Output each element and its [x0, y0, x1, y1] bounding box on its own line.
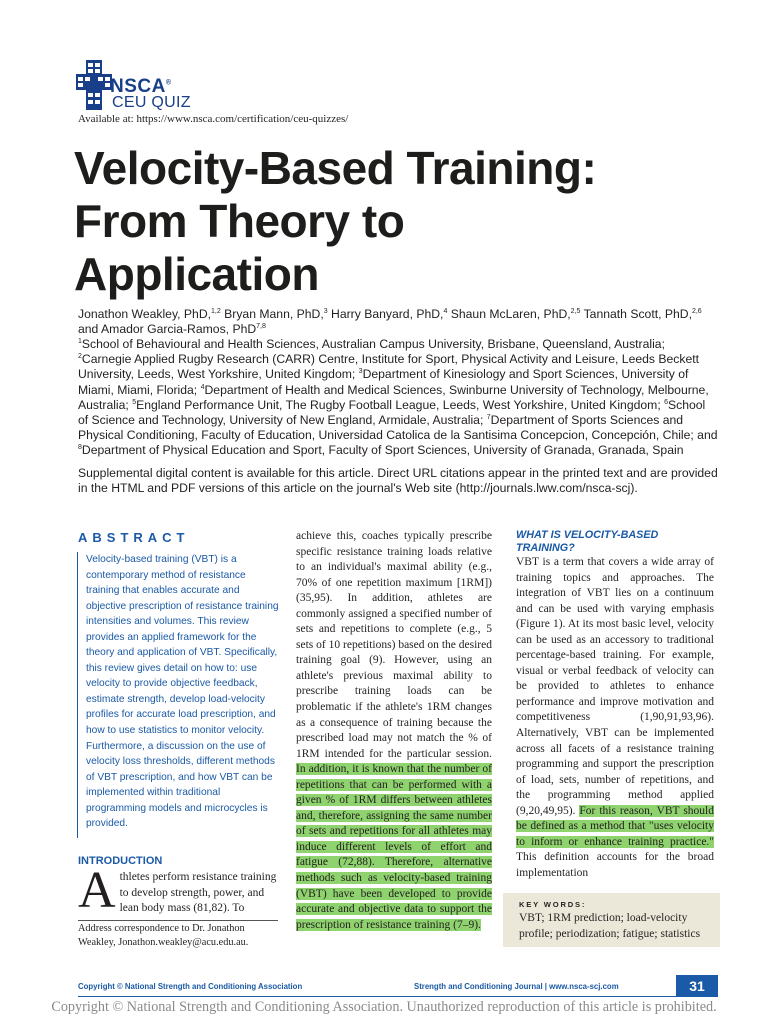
footer-journal[interactable]: Strength and Conditioning Journal | www.nsca-scj.com — [414, 982, 619, 991]
nsca-cross-logo-icon — [76, 60, 112, 110]
supplemental-content-note: Supplemental digital content is available for this article. Direct URL citations appear in the printed text and are provided in the HTML and PDF versions of this article on the journal's Web site (http://journals.lww.com/nsca-scj). — [78, 466, 718, 496]
correspondence-note: Address correspondence to Dr. Jonathon Weakley, Jonathon.weakley@acu.edu.au. — [78, 923, 249, 948]
author-name: Jonathon Weakley, PhD, — [78, 307, 212, 321]
footer-divider — [78, 996, 676, 997]
highlighted-text: For this reason, VBT should be defined as a method that "uses velocity to inform or enhance training practice." — [516, 804, 714, 848]
body-text: This definition accounts for the broad implementation — [516, 851, 714, 879]
affiliation-text: England Performance Unit, The Rugby Football League, Leeds, West Yorkshire, United Kingdom; — [136, 397, 665, 412]
author-name: and Amador Garcia-Ramos, PhD — [78, 322, 257, 336]
keywords-heading: KEY WORDS: — [519, 900, 587, 909]
affiliation-text: Department of Kinesiology and Sport Sciences, University of Miami, Miami, Florida; — [78, 367, 689, 397]
highlighted-text: In addition, it is known that the number of repetitions that can be performed with a given % of 1RM differs between athletes and, therefore, assigning the same number of sets and repetitions for all athletes may induce different levels of effort and fatigue (72,88). Therefore, alternative methods such as velocity-based training (VBT) have been developed to provide accurate and objective data to support the prescription of resistance training (7–9). — [296, 763, 492, 931]
page-number: 31 — [676, 975, 718, 997]
affiliation-text: Department of Physical Education and Sport, Faculty of Sport Sciences, University of Granada, Granada, Spain — [81, 443, 684, 458]
correspondence-divider — [78, 920, 278, 921]
footer-copyright-label: Copyright — [78, 982, 115, 991]
author-name: Tannath Scott, PhD, — [580, 307, 692, 321]
article-title — [74, 142, 714, 301]
affiliation-sup: 2 — [78, 353, 82, 361]
affiliation-text: Department of Sports Sciences and Physical Conditioning, Faculty of Education, Universidad Catolica de la Santisima Concepcion, Concepción, Chile; and — [78, 413, 718, 443]
author-name: Shaun McLaren, PhD, — [447, 307, 571, 321]
keywords-list: VBT; 1RM prediction; load-velocity profile; periodization; fatigue; statistics — [519, 912, 701, 940]
section-heading-what-is-vbt: WHAT IS VELOCITY-BASED TRAINING? — [516, 529, 659, 554]
introduction-heading: INTRODUCTION — [78, 855, 163, 867]
affiliation-sup: 5 — [132, 398, 137, 406]
author-name: Bryan Mann, PhD, — [220, 307, 324, 321]
title-line: Velocity-Based Training: — [74, 142, 597, 194]
body-column-2 — [296, 529, 492, 933]
affiliation-sup: 8 — [78, 444, 82, 452]
logo-org-name: NSCA® — [110, 76, 172, 97]
author-list — [78, 307, 718, 337]
affiliation-sup: 4 — [200, 383, 205, 391]
introduction-text — [78, 862, 279, 919]
copyright-notice: Copyright © National Strength and Conditioning Association. Unauthorized reproduction of this article is prohibited. — [51, 999, 717, 1015]
affiliation-text: School of Behavioural and Health Sciences, Australian Campus University, Brisbane, Queensland, Australia; — [81, 337, 665, 351]
title-line: From Theory to — [74, 195, 405, 247]
nsca-ceu-quiz-logo — [76, 60, 206, 112]
footer-copyright — [78, 982, 302, 991]
affiliation-sup: 6 — [664, 398, 668, 406]
author-affil-sup: 2,5 — [570, 307, 581, 315]
footer-copyright-text: © National Strength and Conditioning Association — [114, 982, 303, 991]
author-affil-sup: 3 — [323, 307, 328, 315]
available-at-link[interactable]: Available at: https://www.nsca.com/certification/ceu-quizzes/ — [78, 113, 349, 125]
keywords-box — [503, 893, 720, 947]
abstract-heading: ABSTRACT — [78, 530, 190, 545]
body-text: achieve this, coaches typically prescribe specific resistance training loads relative to an individual's maximal ability (e.g., 70% of one repetition maximum [1RM]) (35,95). In addition, athletes are commonly assigned a specified number of sets and repetitions to complete (e.g., 5 sets of 10 repetitions) based on the desired training goal (9). However, using an athlete's previous maximal ability to prescribe training loads can be problematic if the athlete's 1RM changes as a consequence of training because the prescribed load may not match the % of 1RM intended for the particular session. — [296, 530, 492, 760]
introduction-body: thletes perform resistance training to develop strength, power, and lean body mass (81,82). To — [119, 871, 277, 914]
drop-cap: A — [78, 862, 116, 919]
author-affil-sup: 4 — [443, 307, 448, 315]
affiliation-text: Carnegie Applied Rugby Research (CARR) Centre, Institute for Sport, Physical Activity and Leisure, Leeds Beckett University, Leeds, West Yorkshire, United Kingdom; — [78, 352, 700, 382]
body-column-3 — [516, 555, 714, 881]
author-name: Harry Banyard, PhD, — [327, 307, 444, 321]
affiliation-text: Department of Health and Medical Sciences, Swinburne University of Technology, Melbourne, Australia; — [78, 382, 709, 412]
author-affil-sup: 2,6 — [691, 307, 702, 315]
body-text: VBT is a term that covers a wide array of training topics and approaches. The integration of VBT lies on a continuum and can be used with varying emphasis (Figure 1). At its most basic level, velocity can be used as an accessory to traditional percentage-based training. For example, visual or verbal feedback of velocity can be provided to athletes to enhance performance and improve motivation and competitiveness (1,90,91,93,96). Alternatively, VBT can be implemented across all facets of a resistance training programming and support the prescription of load, sets, number of repetitions, and the programming method applied (9,20,49,95). — [516, 556, 714, 817]
author-affil-sup: 1,2 — [211, 307, 221, 315]
abstract-text: Velocity-based training (VBT) is a contemporary method of resistance training that enables accurate and objective prescription of resistance training intensities and volumes. This review provides an applied framework for the theory and application of VBT. Specifically, this review gives detail on how to: use velocity to provide objective feedback, estimate strength, develop load-velocity profiles for accurate load prescription, and how to use statistics to monitor velocity. Furthermore, a discussion on the use of velocity loss thresholds, different methods of VBT prescription, and how VBT can be implemented within traditional programming models and microcycles is provided. — [77, 552, 281, 838]
affiliation-list — [78, 337, 718, 459]
author-affil-sup: 7,8 — [256, 322, 266, 330]
affiliation-text: School of Science and Technology, University of New England, Armidale, Australia; — [78, 397, 706, 428]
logo-subtitle: CEU QUIZ — [112, 94, 191, 111]
affiliation-sup: 3 — [358, 368, 363, 376]
title-line: Application — [74, 248, 319, 300]
affiliation-sup: 7 — [486, 413, 491, 421]
affiliation-sup: 1 — [78, 337, 82, 345]
